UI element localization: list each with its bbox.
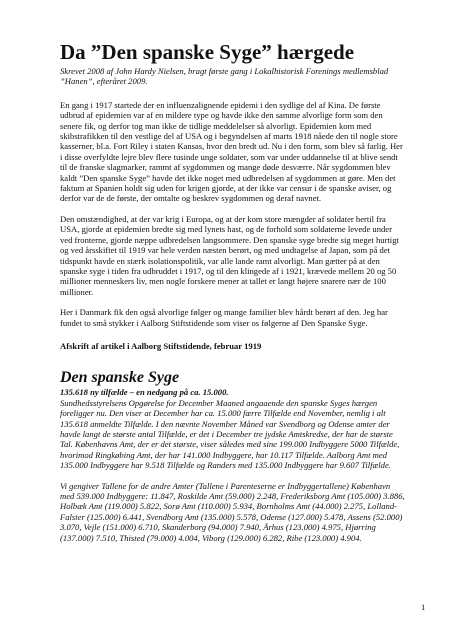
article-subheading: 135.618 ny tilfælde – en nedgang på ca. 15.000. <box>60 387 229 398</box>
page-number: 1 <box>421 602 426 612</box>
article-paragraph-2: Vi gengiver Tallene for de andre Amter (Tallene i Parenteserne er Indbyggertallene) København med 539.000 Indbyggere: 11.847, Roskilde Amt (59.000) 2.248, Frederiksborg Amt (105.000) 3.886, Holbæk Amt (119.000) 5.822, Sorø Amt (110.000) 5.934, Bornholms Amt (44.000) 2.275, Lolland-Falster (125.000) 6.441, Svendborg Amt (135.000) 5.578, Odense (127.000) 5.478, Assens (52.000) 3.070, Vejle (151.000) 6.710, Skanderborg (94.000) 7.940, Århus (123.000) 4.975, Hjørring (137.000) 7.510, Thisted (79.000) 4.004, Viborg (129.000) 6.282, Ribe (123.000) 4.904. <box>60 480 405 543</box>
document-title: Da ”Den spanske Syge” hærgede <box>60 40 355 64</box>
intro-paragraph-2: Den omstændighed, at der var krig i Europa, og at der kom store mængder af soldater hertil fra USA, gjorde at epidemien bredte sig med lynets hast, og de forhold som soldaterne levede under ved fronterne, gjorde næppe udbredelsen langsommere. Den spanske syge bredte sig meget hurtigt og ved årsskiftet til 1919 var hele verden næsten berørt, og med undtagelse af Japan, som på det tidspunkt havde en stærk isolationspolitik, var alle lande ramt alvorligt. Man gætter på at den spanske syge i tiden fra udbruddet i 1917, og til den klingede af i 1921, krævede mellem 20 og 50 millioner menneskers liv, men nogle forskere mener at tallet er langt højere snarere nær de 100 millioner. <box>60 213 399 297</box>
intro-paragraph-1: En gang i 1917 startede der en influenzalignende epidemi i den sydlige del af Kina. De første udbrud af epidemien var af en mildere type og havde ikke den samme alvorlige form som den senere fik, og derfor tog man ikke de tidlige meddelelser så alvorligt. Epidemien kom med skibstrafikken til den vestlige del af USA og i begyndelsen af marts 1918 nåede den til nogle store kasserner, bl.a. Fort Riley i staten Kansas, hvor den bredt ud. Nu i den form, som blev så farlig. Her i disse overfyldte lejre blev flere tusinde unge soldater, som var under uddannelse til at blive sendt til de franske slagmarker, rammt af sygdommen og mange døde desværre. Når sygdommen blev kaldt ”Den spanske Syge” havde det ikke noget med udbredelsen af sygdommen at gøre. Men det faktum at Spanien holdt sig uden for krigen gjorde, at der ikke var censur i de spanske aviser, og derfor var de de første, der omtalte og beskrev sygdommen og deraf navnet. <box>60 99 403 204</box>
article-paragraph-1: Sundhedsstyrelsens Opgørelse for December Maaned angaaende den spanske Syges hærgen foreligger nu. Den viser at December har ca. 15.000 færre Tilfælde end November, nemlig i alt 135.618 anmeldte Tilfælde. I den nævnte November Måned var Svendborg og Odense amter der havde langt de største antal Tilfælde, er det i December tre jydske Amtskredse, der har de største Tal. Københavns Amt, der er det største, viser således med sine 199.000 Indbyggere 5000 Tilfælde, hvorimod Ringkøbing Amt, der har 141.000 Indbyggere, har 10.117 Tilfælde. Aalborg Amt med 135.000 Indbyggere har 9.518 Tilfælde og Randers med 135.000 Indbyggere har 9.607 Tilfælde. <box>60 397 400 471</box>
byline: Skrevet 2008 af John Hardy Nielsen, bragt første gang i Lokalhistorisk Forenings medlemsblad ”Hanen”, efteråret 2009. <box>60 66 389 87</box>
intro-paragraph-3: Her i Danmark fik den også alvorlige følger og mange familier blev hårdt berørt af den. Jeg har fundet to små stykker i Aalborg Stiftstidende som viser os følgerne af Den Spanske Syge. <box>60 307 388 328</box>
article-heading: Den spanske Syge <box>60 369 180 387</box>
section-label: Afskrift af artikel i Aalborg Stiftstidende, februar 1919 <box>60 340 262 351</box>
